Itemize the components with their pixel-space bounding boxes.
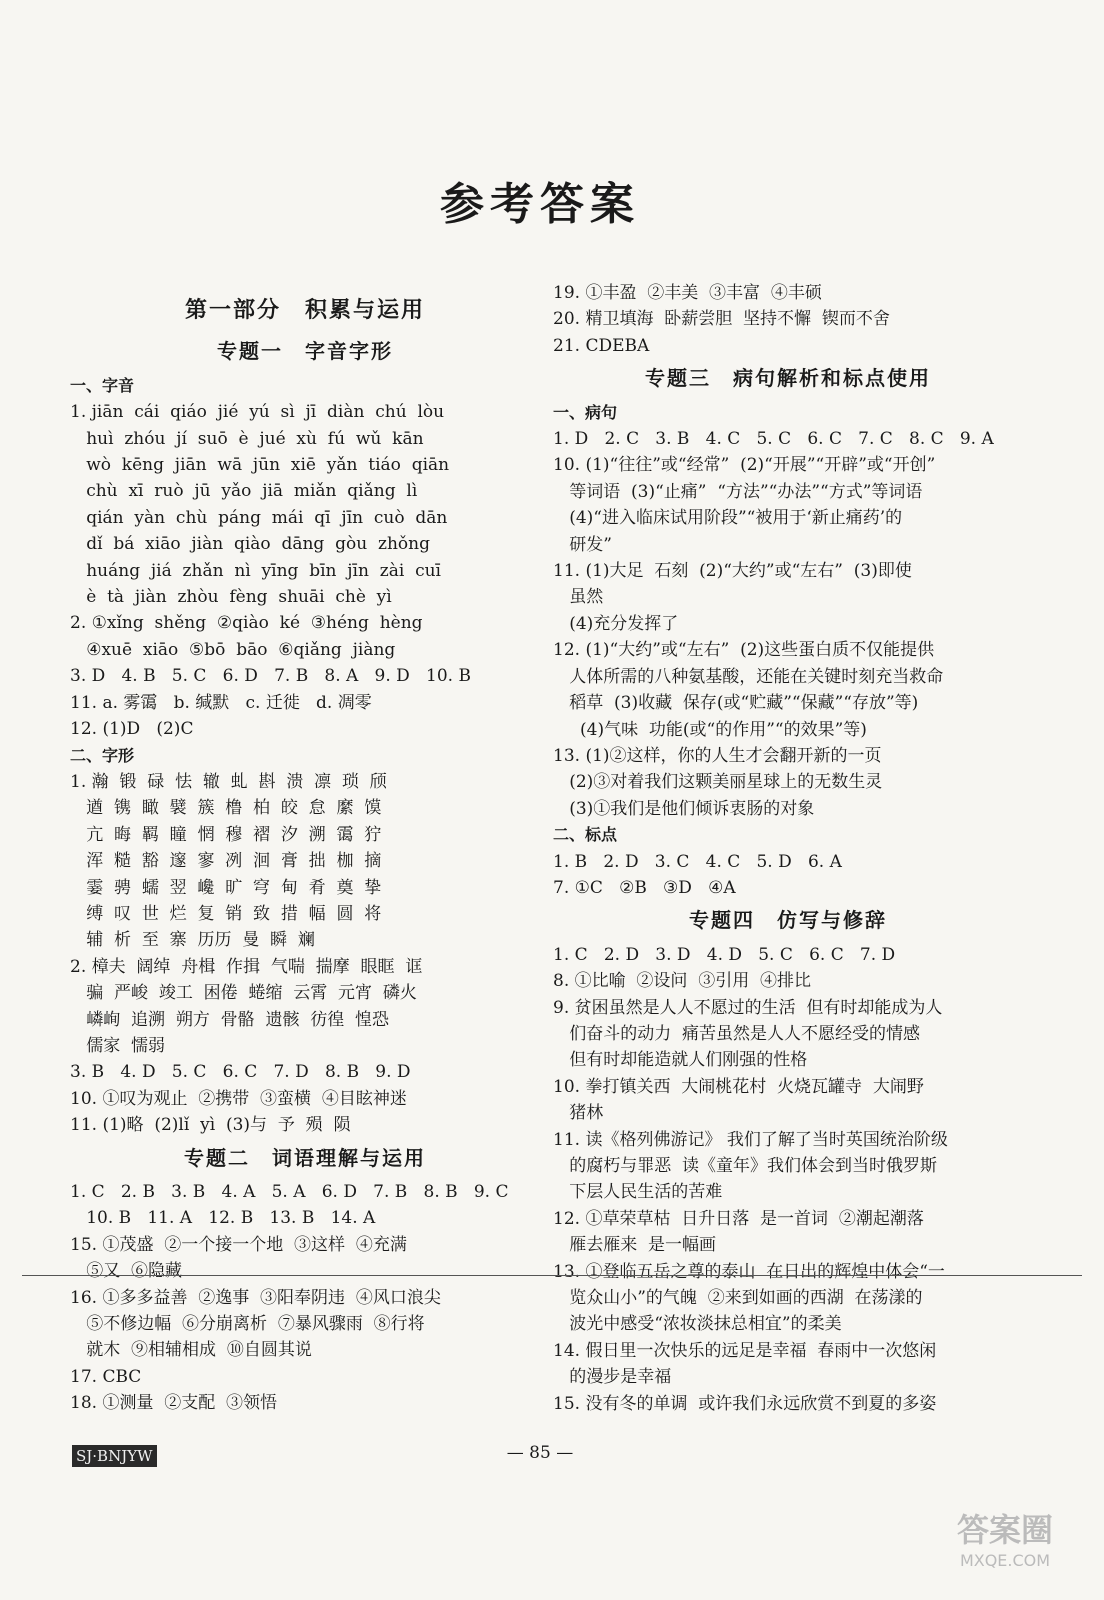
answer-line: 辅 析 至 寨 历历 曼 瞬 斓 bbox=[70, 930, 315, 951]
answer-line: 亢 晦 羁 瞳 惘 穆 褶 汐 溯 霭 狞 bbox=[70, 824, 382, 845]
answer-line: 等词语 (3)“止痛” “方法”“办法”“方式”等词语 bbox=[553, 481, 923, 502]
answer-line: 11. a. 雾霭 b. 缄默 c. 迁徙 d. 凋零 bbox=[70, 692, 372, 713]
answer-line: 的腐朽与罪恶 读《童年》我们体会到当时俄罗斯 bbox=[553, 1156, 938, 1176]
answer-line: (3)①我们是他们倾诉衷肠的对象 bbox=[553, 798, 815, 819]
answer-line: 17. CBC bbox=[70, 1366, 142, 1387]
answer-line: 15. ①茂盛 ②一个接一个地 ③这样 ④充满 bbox=[70, 1234, 407, 1255]
watermark-logo-text: 答案圈 bbox=[956, 1511, 1053, 1549]
answer-line: 13. (1)②这样，你的人生才会翻开新的一页 bbox=[553, 745, 882, 766]
part-heading: 第一部分 积累与运用 bbox=[184, 298, 425, 323]
answer-line: 3. B 4. D 5. C 6. C 7. D 8. B 9. D bbox=[70, 1062, 411, 1083]
zi-yin-answers bbox=[70, 399, 540, 742]
answer-line: 嶙峋 追溯 朔方 骨骼 遗骸 彷徨 惶恐 bbox=[70, 1009, 390, 1030]
answer-line: 15. 没有冬的单调 或许我们永远欣赏不到夏的多姿 bbox=[553, 1393, 937, 1414]
answer-line: è tà jiàn zhòu fèng shuāi chè yì bbox=[70, 587, 392, 608]
answer-line: (4)充分发挥了 bbox=[553, 613, 679, 634]
answer-line: 2. 樟夫 阔绰 舟楫 作揖 气喘 揣摩 眼眶 诓 bbox=[70, 956, 423, 977]
answer-line: (2)③对着我们这颗美丽星球上的无数生灵 bbox=[553, 772, 883, 793]
topic-heading-2: 专题二 词语理解与运用 bbox=[184, 1145, 426, 1170]
topic-heading-4: 专题四 仿写与修辞 bbox=[689, 908, 887, 933]
answer-line: 霎 骋 蠕 翌 巉 旷 穹 甸 肴 奠 挚 bbox=[70, 877, 382, 898]
zi-xing-answers bbox=[70, 769, 540, 1139]
topic2-answers bbox=[70, 1179, 540, 1417]
answer-line: 的漫步是幸福 bbox=[553, 1367, 672, 1388]
answer-line: (4)“进入临床试用阶段”“被用于‘新止痛药’的 bbox=[553, 508, 903, 529]
answer-line: 18. ①测量 ②支配 ③领悟 bbox=[70, 1393, 278, 1414]
answer-line: 19. ①丰盈 ②丰美 ③丰富 ④丰硕 bbox=[553, 283, 822, 303]
topic4-answers bbox=[553, 942, 1023, 1417]
answer-line: qián yàn chù páng mái qī jīn cuò dān bbox=[70, 507, 448, 528]
section-heading-biao-dian: 二、标点 bbox=[553, 825, 618, 845]
answer-line: 雁去雁来 是一幅画 bbox=[553, 1235, 717, 1256]
answer-line: 研发” bbox=[553, 534, 612, 555]
answer-line: (4)气味 功能(或“的作用”“的效果”等) bbox=[553, 719, 867, 740]
answer-line: 就木 ⑨相辅相成 ⑩自圆其说 bbox=[70, 1340, 312, 1361]
answer-line: 人体所需的八种氨基酸，还能在关键时刻充当救命 bbox=[553, 666, 944, 687]
answer-line: 12. ①草荣草枯 日升日落 是一首词 ②潮起潮落 bbox=[553, 1208, 924, 1229]
answer-line: 9. 贫困虽然是人人不愿过的生活 但有时却能成为人 bbox=[553, 997, 943, 1018]
answer-line: 下层人民生活的苦难 bbox=[553, 1182, 723, 1203]
answer-line: 10. (1)“往往”或“经常” (2)“开展”“开辟”或“开创” bbox=[553, 455, 936, 476]
answer-line: 儒家 懦弱 bbox=[70, 1035, 166, 1056]
answer-line: wò kēng jiān wā jūn xiē yǎn tiáo qiān bbox=[70, 455, 450, 476]
answer-line: 13. ①登临五岳之尊的泰山 在日出的辉煌中体会“一 bbox=[553, 1261, 945, 1282]
answer-line: 20. 精卫填海 卧薪尝胆 坚持不懈 锲而不舍 bbox=[553, 309, 890, 330]
answer-line: 2. ①xǐng shěng ②qiào ké ③héng hèng bbox=[70, 613, 423, 634]
answer-line: 稻草 (3)收藏 保存(或“贮藏”“保藏”“存放”等) bbox=[553, 693, 919, 714]
answer-line: 11. (1)略 (2)lǐ yì (3)与 予 殒 陨 bbox=[70, 1115, 351, 1136]
topic-heading-3: 专题三 病句解析和标点使用 bbox=[645, 366, 931, 391]
answer-line: 1. D 2. C 3. B 4. C 5. C 6. C 7. C 8. C 9. A bbox=[553, 429, 994, 450]
book-code-badge: SJ·BNJYW bbox=[72, 1445, 157, 1467]
answer-line: 1. B 2. D 3. C 4. C 5. D 6. A bbox=[553, 851, 842, 872]
answer-line: ④xuē xiāo ⑤bō bāo ⑥qiǎng jiàng bbox=[70, 639, 396, 660]
answer-line: 11. (1)大足 石刻 (2)“大约”或“左右” (3)即使 bbox=[553, 561, 912, 582]
answer-line: 1. 瀚 锻 碌 怯 辙 虬 斟 溃 凛 琐 颀 bbox=[70, 771, 387, 792]
answer-line: 16. ①多多益善 ②逸事 ③阳奉阴违 ④风口浪尖 bbox=[70, 1287, 441, 1308]
page-number: — 85 — bbox=[506, 1443, 574, 1463]
biao-dian-answers bbox=[553, 849, 1023, 902]
answer-line: 但有时却能造就人们刚强的性格 bbox=[553, 1050, 808, 1071]
answer-line: ⑤不修边幅 ⑥分崩离析 ⑦暴风骤雨 ⑧行将 bbox=[70, 1314, 425, 1335]
watermark-logo bbox=[930, 1510, 1080, 1590]
answer-line: 14. 假日里一次快乐的远足是幸福 春雨中一次悠闲 bbox=[553, 1340, 937, 1361]
bing-ju-answers bbox=[553, 426, 1023, 822]
answer-line: 1. C 2. B 3. B 4. A 5. A 6. D 7. B 8. B 9. C bbox=[70, 1182, 509, 1202]
watermark-url: MXQE.COM bbox=[959, 1551, 1051, 1570]
answer-line: 遒 镌 瞰 襞 簇 橹 柏 皎 怠 縻 馍 bbox=[70, 798, 382, 819]
answer-line: 1. C 2. D 3. D 4. D 5. C 6. C 7. D bbox=[553, 944, 896, 965]
answer-line: dǐ bá xiāo jiàn qiào dāng gòu zhǒng bbox=[70, 534, 430, 555]
answer-line: huáng jiá zhǎn nì yīng bīn jīn zài cuī bbox=[70, 560, 441, 581]
answer-line: 1. jiān cái qiáo jié yú sì jī diàn chú lòu bbox=[70, 402, 445, 423]
section-heading-zi-yin: 一、字音 bbox=[70, 375, 135, 395]
left-column bbox=[70, 292, 540, 1417]
answer-line: 们奋斗的动力 痛苦虽然是人人不愿经受的情感 bbox=[553, 1023, 921, 1044]
answer-line: huì zhóu jí suō è jué xù fú wǔ kān bbox=[70, 428, 424, 449]
answer-line: 缚 叹 世 烂 复 销 致 措 幅 圆 将 bbox=[70, 903, 382, 924]
answer-line: 览众山小”的气魄 ②来到如画的西湖 在荡漾的 bbox=[553, 1288, 923, 1309]
answer-line: 12. (1)“大约”或“左右” (2)这些蛋白质不仅能提供 bbox=[553, 640, 935, 661]
answer-line: 浑 糙 豁 邃 寥 冽 洄 膏 拙 枷 摘 bbox=[70, 851, 382, 872]
divider-line bbox=[22, 1275, 1082, 1276]
topic-heading-1: 专题一 字音字形 bbox=[217, 339, 393, 364]
answer-line: 虽然 bbox=[553, 587, 604, 608]
answer-line: chù xī ruò jū yǎo jiā miǎn qiǎng lì bbox=[70, 481, 418, 502]
answer-line: 3. D 4. B 5. C 6. D 7. B 8. A 9. D 10. B bbox=[70, 666, 471, 687]
answer-line: 10. ①叹为观止 ②携带 ③蛮横 ④目眩神迷 bbox=[70, 1088, 407, 1109]
answer-line: 11. 读《格列佛游记》 我们了解了当时英国统治阶级 bbox=[553, 1129, 948, 1150]
answer-line: ⑤又 ⑥隐藏 bbox=[70, 1261, 183, 1282]
section-heading-bing-ju: 一、病句 bbox=[553, 402, 618, 422]
answer-line: 8. ①比喻 ②设问 ③引用 ④排比 bbox=[553, 971, 812, 992]
answer-line: 21. CDEBA bbox=[553, 335, 650, 356]
right-column bbox=[553, 280, 1023, 1417]
answer-line: 骗 严峻 竣工 困倦 蜷缩 云霄 元宵 磷火 bbox=[70, 983, 417, 1004]
answer-line: 10. B 11. A 12. B 13. B 14. A bbox=[70, 1208, 376, 1229]
answer-line: 12. (1)D (2)C bbox=[70, 719, 194, 740]
answer-line: 10. 拳打镇关西 大闹桃花村 火烧瓦罐寺 大闹野 bbox=[553, 1076, 924, 1097]
answer-line: 波光中感受“浓妆淡抹总相宜”的柔美 bbox=[553, 1314, 842, 1335]
section-heading-zi-xing: 二、字形 bbox=[70, 745, 135, 765]
answer-line: 猪林 bbox=[553, 1103, 604, 1124]
answer-line: 7. ①C ②B ③D ④A bbox=[553, 877, 736, 898]
continued-answers bbox=[553, 280, 1023, 359]
page-title: 参考答案 bbox=[440, 179, 640, 230]
